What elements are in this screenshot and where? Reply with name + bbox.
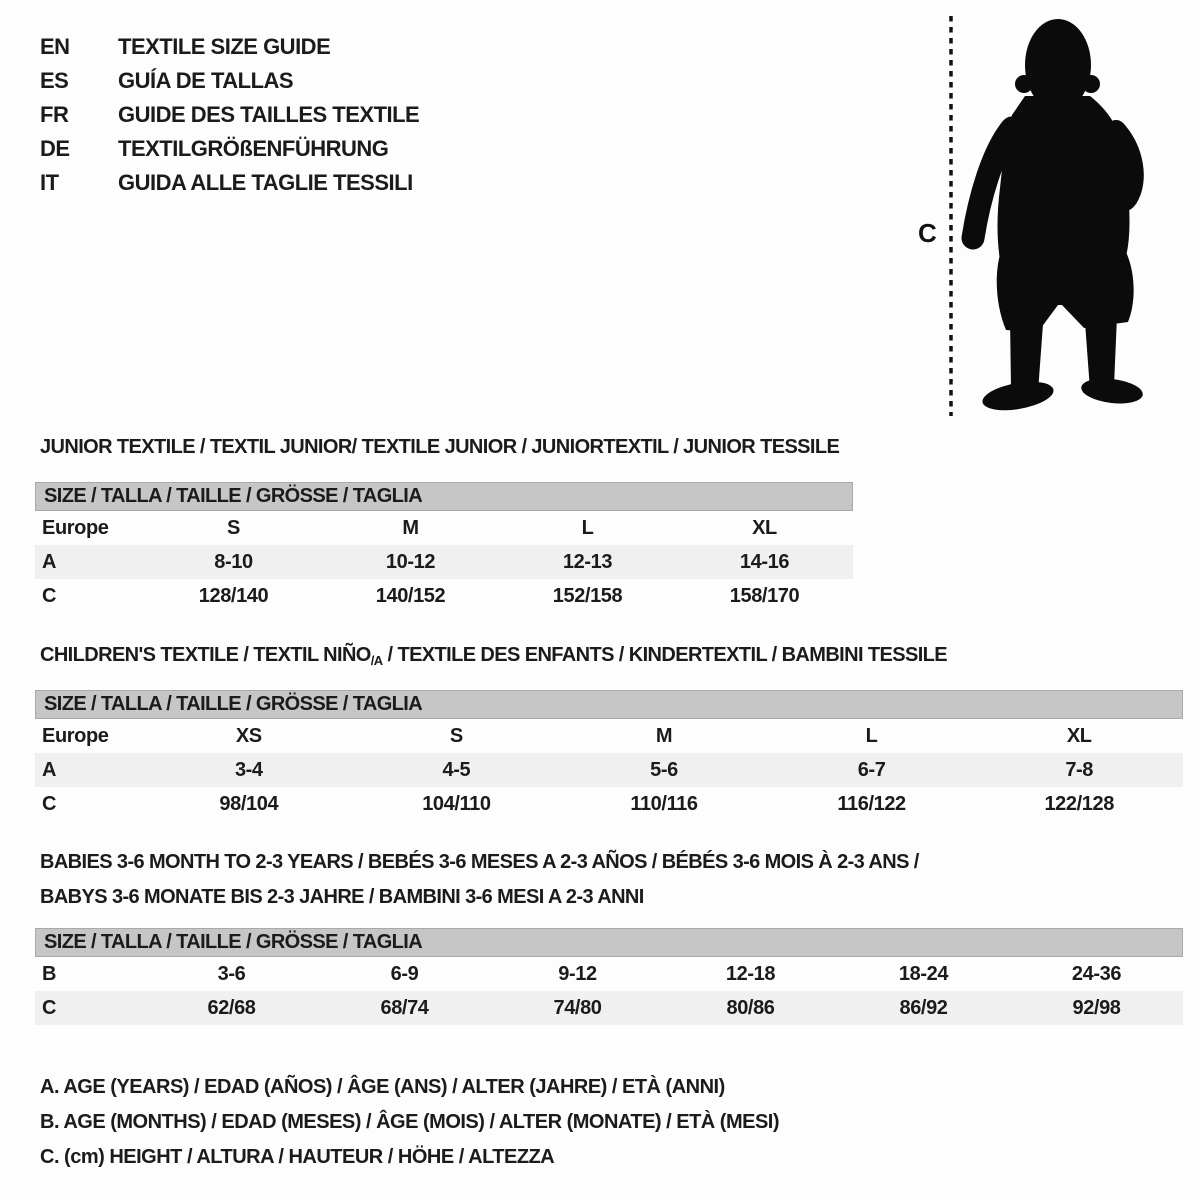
age-cell: 12-13 — [562, 551, 613, 573]
age-cell: 4-5 — [442, 759, 471, 781]
table-row-europe — [35, 511, 853, 545]
size-cell: XL — [1066, 725, 1092, 747]
language-title: GUIDE DES TAILLES TEXTILE — [118, 102, 420, 127]
row-label: C — [42, 585, 57, 607]
size-cell: XL — [752, 517, 777, 539]
language-title: GUÍA DE TALLAS — [118, 68, 294, 93]
row-label: Europe — [42, 517, 109, 539]
height-cell: 116/122 — [837, 793, 906, 815]
table-row-height-cm — [35, 991, 1183, 1025]
height-label-c: C — [918, 218, 937, 248]
age-cell: 12-18 — [725, 963, 776, 985]
language-title-list — [40, 30, 419, 200]
footnote-c: C. (cm) HEIGHT / ALTURA / HAUTEUR / HÖHE / ALTEZZA — [40, 1146, 555, 1168]
height-figure — [900, 0, 1160, 430]
table-row-height-cm — [35, 787, 1183, 821]
language-code: EN — [40, 34, 70, 59]
size-cell: M — [402, 517, 419, 539]
table-row-height-cm — [35, 579, 853, 613]
footnote-a: A. AGE (YEARS) / EDAD (AÑOS) / ÂGE (ANS) / ALTER (JAHRE) / ETÀ (ANNI) — [40, 1076, 725, 1098]
age-cell: 24-36 — [1071, 963, 1122, 985]
height-cell: 104/110 — [422, 793, 491, 815]
children-title-part2: / TEXTILE DES ENFANTS / KINDERTEXTIL / BAMBINI TESSILE — [382, 644, 948, 666]
age-cell: 9-12 — [558, 963, 597, 985]
children-size-table — [35, 690, 1183, 821]
children-title-subscript: /A — [370, 653, 383, 668]
height-cell: 62/68 — [207, 997, 256, 1019]
toddler-silhouette-icon — [973, 19, 1144, 415]
language-code: IT — [40, 170, 59, 195]
babies-title-line2: BABYS 3-6 MONATE BIS 2-3 JAHRE / BAMBINI 3-6 MESI A 2-3 ANNI — [40, 886, 644, 908]
height-cell: 92/98 — [1072, 997, 1121, 1019]
babies-section-title — [40, 845, 919, 915]
size-header-band: SIZE / TALLA / TAILLE / GRÖSSE / TAGLIA — [35, 482, 853, 511]
footnote-b: B. AGE (MONTHS) / EDAD (MESES) / ÂGE (MOIS) / ALTER (MONATE) / ETÀ (MESI) — [40, 1111, 780, 1133]
height-cell: 80/86 — [726, 997, 775, 1019]
language-row-de — [40, 132, 419, 166]
row-label: Europe — [42, 725, 109, 747]
height-cell: 68/74 — [380, 997, 429, 1019]
size-cell: XS — [235, 725, 262, 747]
height-cell: 152/158 — [552, 585, 623, 607]
language-code: FR — [40, 102, 69, 127]
age-cell: 6-7 — [857, 759, 886, 781]
height-cell: 140/152 — [375, 585, 446, 607]
age-cell: 5-6 — [650, 759, 678, 781]
row-label: A — [42, 759, 57, 781]
junior-size-table — [35, 482, 853, 613]
age-cell: 7-8 — [1065, 759, 1094, 781]
children-section-title — [40, 644, 947, 668]
height-cell: 122/128 — [1044, 793, 1114, 815]
age-cell: 14-16 — [739, 551, 790, 573]
language-row-en — [40, 30, 419, 64]
age-cell: 10-12 — [385, 551, 436, 573]
language-row-es — [40, 64, 419, 98]
language-title: TEXTILGRÖßENFÜHRUNG — [118, 136, 389, 161]
junior-section-title: JUNIOR TEXTILE / TEXTIL JUNIOR/ TEXTILE JUNIOR / JUNIORTEXTIL / JUNIOR TESSILE — [40, 436, 840, 458]
table-row-age-years — [35, 545, 853, 579]
language-row-it — [40, 166, 419, 200]
size-header-band: SIZE / TALLA / TAILLE / GRÖSSE / TAGLIA — [35, 690, 1183, 719]
children-title-part1: CHILDREN'S TEXTILE / TEXTIL NIÑO — [40, 644, 371, 666]
table-row-age-months — [35, 957, 1183, 991]
height-cell: 158/170 — [729, 585, 800, 607]
table-row-europe — [35, 719, 1183, 753]
size-cell: L — [865, 725, 878, 747]
size-cell: M — [655, 725, 673, 747]
height-cell: 86/92 — [899, 997, 948, 1019]
age-cell: 3-4 — [234, 759, 263, 781]
language-title: GUIDA ALLE TAGLIE TESSILI — [118, 170, 413, 195]
row-label: B — [42, 963, 57, 985]
age-cell: 3-6 — [217, 963, 246, 985]
height-cell: 128/140 — [198, 585, 269, 607]
legend-footnotes — [40, 1070, 779, 1175]
height-cell: 110/116 — [630, 793, 698, 815]
language-code: DE — [40, 136, 70, 161]
row-label: C — [42, 997, 57, 1019]
size-cell: L — [581, 517, 594, 539]
babies-size-table — [35, 928, 1183, 1025]
size-header-band: SIZE / TALLA / TAILLE / GRÖSSE / TAGLIA — [35, 928, 1183, 957]
size-cell: S — [227, 517, 240, 539]
language-row-fr — [40, 98, 419, 132]
language-title: TEXTILE SIZE GUIDE — [118, 34, 331, 59]
language-code: ES — [40, 68, 69, 93]
age-cell: 8-10 — [214, 551, 253, 573]
age-cell: 6-9 — [390, 963, 419, 985]
row-label: A — [42, 551, 57, 573]
height-cell: 74/80 — [553, 997, 602, 1019]
size-cell: S — [449, 725, 463, 747]
babies-title-line1: BABIES 3-6 MONTH TO 2-3 YEARS / BEBÉS 3-6 MESES A 2-3 AÑOS / BÉBÉS 3-6 MOIS À 2-3 ANS / — [40, 851, 919, 873]
age-cell: 18-24 — [898, 963, 949, 985]
table-row-age-years — [35, 753, 1183, 787]
row-label: C — [42, 793, 57, 815]
height-cell: 98/104 — [219, 793, 279, 815]
